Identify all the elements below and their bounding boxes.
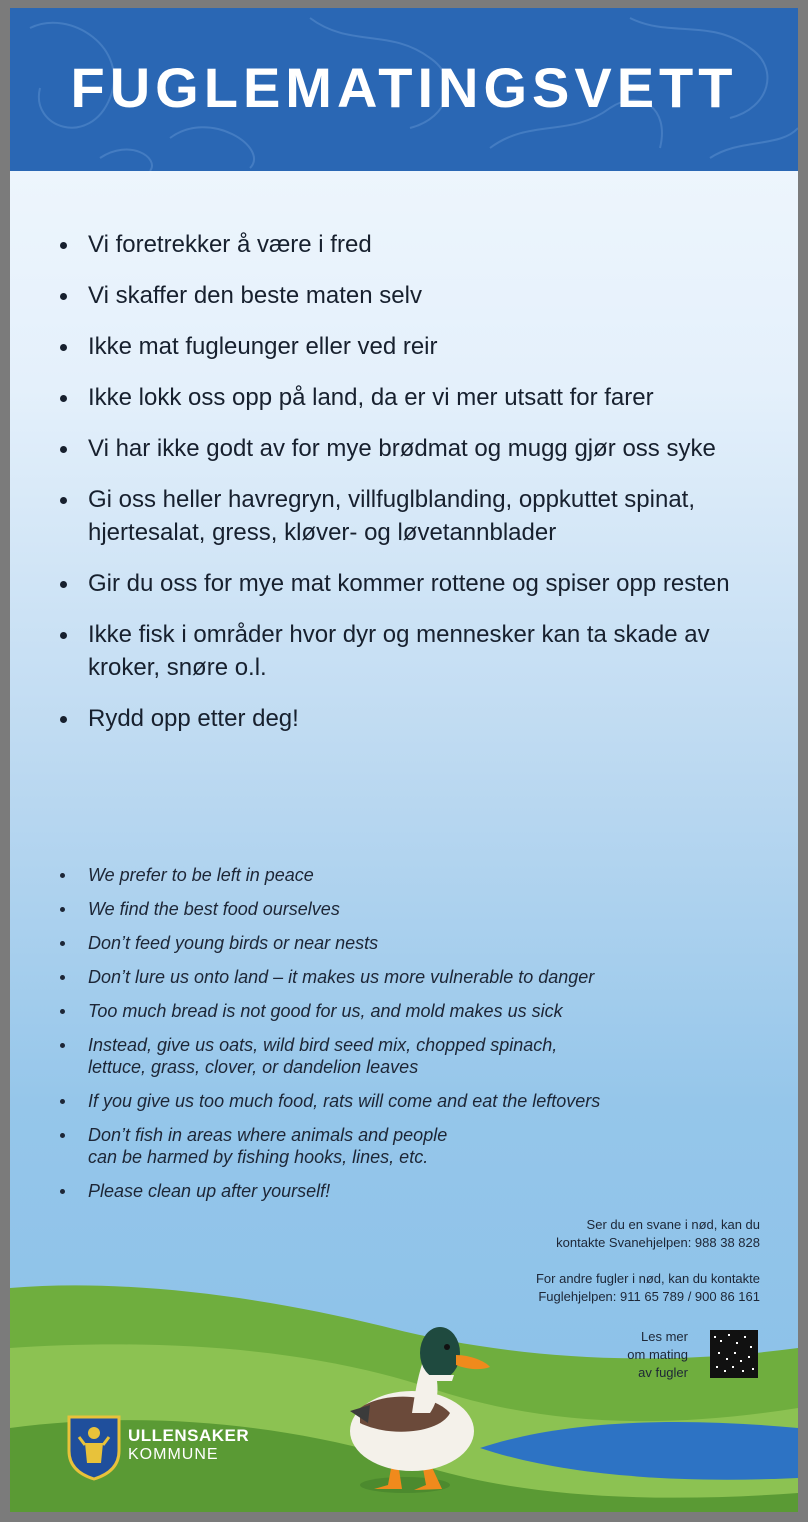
- list-item: Don’t feed young birds or near nests: [60, 932, 740, 954]
- ullensaker-coat-of-arms-icon: [67, 1415, 121, 1481]
- list-item: Vi skaffer den beste maten selv: [60, 279, 760, 312]
- list-item: If you give us too much food, rats will come and eat the leftovers: [60, 1090, 740, 1112]
- list-item: Ikke mat fugleunger eller ved reir: [60, 330, 760, 363]
- list-item: Vi foretrekker å være i fred: [60, 228, 760, 261]
- qr-code-icon[interactable]: [710, 1330, 758, 1378]
- qr-code-pattern: [710, 1330, 758, 1378]
- english-rules-list: [60, 864, 740, 1214]
- list-item: We find the best food ourselves: [60, 898, 740, 920]
- brand-line-2: KOMMUNE: [128, 1446, 219, 1463]
- bird-help-contact: For andre fugler i nød, kan du kontakte Fuglehjelpen: 911 65 789 / 900 86 161: [535, 1271, 760, 1304]
- list-item: Ikke fisk i områder hvor dyr og mennesker kan ta skade av kroker, snøre o.l.: [60, 618, 760, 684]
- read-more-label: Les mer om mating av fugler: [627, 1329, 688, 1380]
- list-item: Please clean up after yourself!: [60, 1180, 740, 1202]
- brand-line-1: ULLENSAKER: [128, 1426, 250, 1445]
- list-item: Gi oss heller havregryn, villfuglblanding, oppkuttet spinat, hjertesalat, gress, kløver- og løvetannblader: [60, 483, 760, 549]
- brand-name: [128, 1426, 249, 1464]
- list-item: Rydd opp etter deg!: [60, 702, 760, 735]
- list-item: Instead, give us oats, wild bird seed mix, chopped spinach, lettuce, grass, clover, or dandelion leaves: [60, 1034, 740, 1078]
- list-item: Vi har ikke godt av for mye brødmat og mugg gjør oss syke: [60, 432, 760, 465]
- list-item: Don’t lure us onto land – it makes us more vulnerable to danger: [60, 966, 740, 988]
- swan-help-contact: Ser du en svane i nød, kan du kontakte Svanehjelpen: 988 38 828: [556, 1217, 760, 1250]
- list-item: Gir du oss for mye mat kommer rottene og spiser opp resten: [60, 567, 760, 600]
- poster: [10, 8, 798, 1512]
- list-item: Ikke lokk oss opp på land, da er vi mer utsatt for farer: [60, 381, 760, 414]
- list-item: We prefer to be left in peace: [60, 864, 740, 886]
- duck-illustration: [330, 1313, 510, 1498]
- norwegian-rules-list: [60, 228, 760, 753]
- poster-title: FUGLEMATINGSVETT: [70, 56, 738, 119]
- list-item: Too much bread is not good for us, and mold makes us sick: [60, 1000, 740, 1022]
- list-item: Don’t fish in areas where animals and people can be harmed by fishing hooks, lines, etc.: [60, 1124, 740, 1168]
- header-banner: [10, 8, 798, 171]
